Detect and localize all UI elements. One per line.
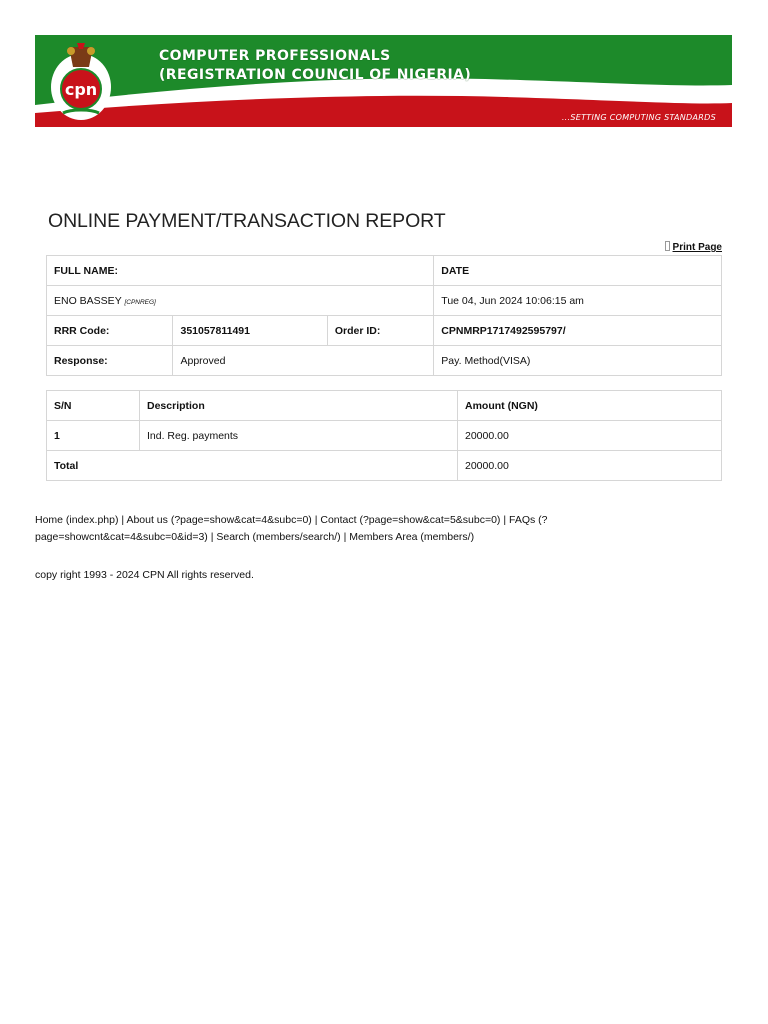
organization-name [159,47,471,85]
full-name-label: FULL NAME: [47,256,434,286]
transaction-info-table [46,255,722,376]
rrr-label: RRR Code: [47,316,173,346]
item-sn: 1 [47,421,140,451]
table-row [47,256,722,286]
description-header: Description [140,391,458,421]
date-value: Tue 04, Jun 2024 10:06:15 am [434,286,722,316]
page-title: ONLINE PAYMENT/TRANSACTION REPORT [48,210,446,232]
print-page-link[interactable] [665,241,722,253]
order-id-label: Order ID: [327,316,433,346]
copyright-text: copy right 1993 - 2024 CPN All rights reserved. [35,569,254,581]
item-description: Ind. Reg. payments [140,421,458,451]
table-row [47,421,722,451]
footer-link-contact[interactable]: Contact (?page=show&cat=5&subc=0) [320,514,501,526]
logo-text: cpn [64,80,98,99]
link-separator: | [207,531,217,543]
payment-method: Pay. Method(VISA) [434,346,722,376]
sn-header: S/N [47,391,140,421]
cpn-logo [49,39,113,123]
total-amount: 20000.00 [458,451,722,481]
payment-items-table [46,390,722,481]
rrr-value: 351057811491 [173,316,327,346]
order-id-value: CPNMRP1717492595797/ [434,316,722,346]
table-header-row [47,391,722,421]
footer-links [35,512,595,546]
organization-name-line1: COMPUTER PROFESSIONALS [159,48,391,64]
table-row [47,346,722,376]
table-row [47,286,722,316]
footer-link-home[interactable]: Home (index.php) [35,514,119,526]
total-row [47,451,722,481]
organization-name-line2: (REGISTRATION COUNCIL OF NIGERIA) [159,67,472,83]
footer-link-search[interactable]: Search (members/search/) [216,531,341,543]
footer-link-faqs[interactable]: FAQs (?page=showcnt&cat=4&subc=0&id=3) [35,514,548,543]
link-separator: | [118,514,127,526]
footer-link-about[interactable]: About us (?page=show&cat=4&subc=0) [126,514,312,526]
table-row [47,316,722,346]
link-separator: | [340,531,350,543]
tagline: ...SETTING COMPUTING STANDARDS [561,113,716,122]
link-separator: | [311,514,321,526]
header-banner [35,35,732,127]
print-page-label[interactable]: Print Page [672,242,722,253]
full-name-value: ENO BASSEY [54,294,122,307]
date-label: DATE [434,256,722,286]
full-name-cell [47,286,434,316]
item-amount: 20000.00 [458,421,722,451]
print-icon [665,241,670,251]
total-label: Total [47,451,458,481]
response-value: Approved [173,346,434,376]
amount-header: Amount (NGN) [458,391,722,421]
footer-link-members-area[interactable]: Members Area (members/) [349,531,475,543]
link-separator: | [500,514,509,526]
name-tag: [CPNREG] [124,298,156,306]
response-label: Response: [47,346,173,376]
